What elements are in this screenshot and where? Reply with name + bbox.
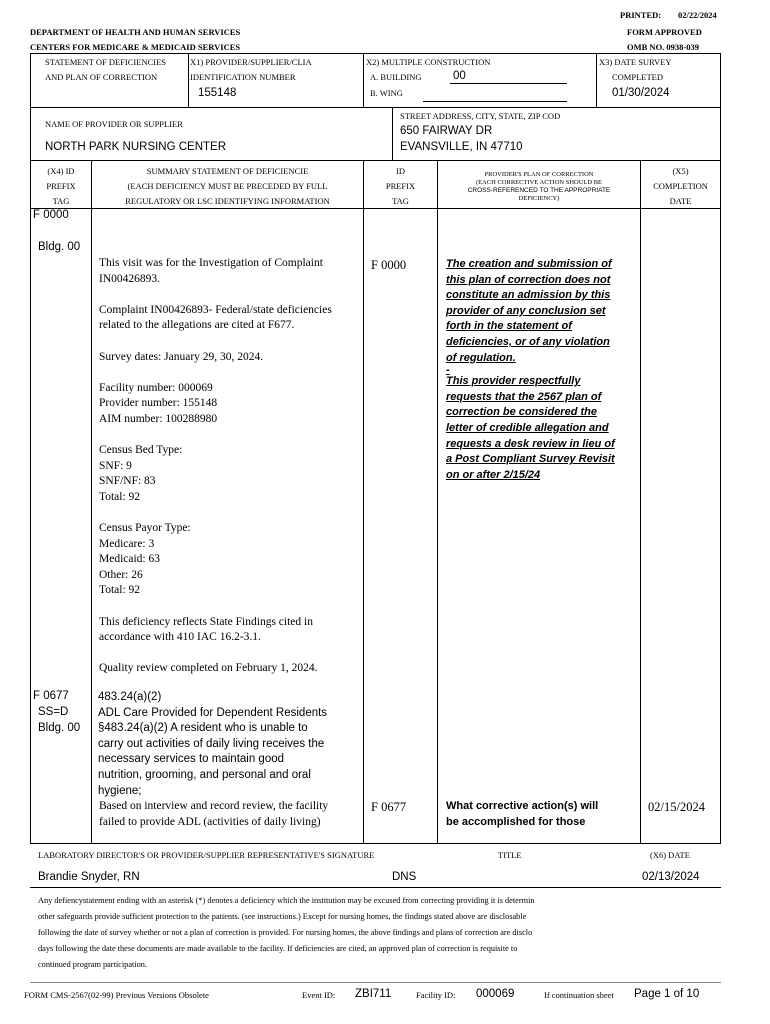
census-payor-total: Total: 92 xyxy=(99,584,141,597)
census-snf: SNF: 9 xyxy=(99,459,132,472)
summary-header-line3: REGULATORY OR LSC IDENTIFYING INFORMATION xyxy=(125,196,330,206)
complaint-line2: related to the allegations are cited at F677. xyxy=(99,319,295,332)
poc-header-line3: CROSS-REFERENCED TO THE APPROPRIATE xyxy=(467,187,611,194)
building-tag-1: Bldg. 00 xyxy=(38,241,81,253)
id-tag-f0677: F 0677 xyxy=(371,800,407,814)
disclaimer-line4: days following the date these documents are made available to the facility. If deficiencies are cited, an approved plan of correction is requisite to xyxy=(38,944,518,953)
poc-header-line2: (EACH CORRECTIVE ACTION SHOULD BE xyxy=(475,179,603,186)
poc-line12: requests a desk review in lieu of xyxy=(446,437,615,450)
poc-line6: deficiencies, or of any violation xyxy=(446,335,610,348)
reflects-line1: This deficiency reflects State Findings cited in xyxy=(99,615,313,628)
regulation-line7: hygiene; xyxy=(98,784,142,797)
quality-review: Quality review completed on February 1, 2024. xyxy=(99,662,318,675)
visit-line2: IN00426893. xyxy=(99,272,161,285)
census-medicaid: Medicaid: 63 xyxy=(99,553,160,566)
printed-date: 02/22/2024 xyxy=(678,10,717,20)
building-value: 00 xyxy=(453,70,466,82)
facility-number: Facility number: 000069 xyxy=(99,381,213,394)
omb-number: OMB NO. 0938-039 xyxy=(627,42,700,52)
poc-line9: requests that the 2567 plan of xyxy=(446,390,602,403)
poc-line13: a Post Compliant Survey Revisit xyxy=(446,453,615,466)
facility-id-value: 000069 xyxy=(476,988,515,1000)
wing-label: B. WING xyxy=(370,88,403,98)
prefix-tag-f0000: F 0000 xyxy=(33,209,69,221)
form-number: FORM CMS-2567(02-99) Previous Versions Obsolete xyxy=(24,990,209,1000)
id-tag-f0000: F 0000 xyxy=(371,258,407,272)
regulation-line4: carry out activities of daily living receives the xyxy=(98,737,325,750)
disclaimer-line5: continued program participation. xyxy=(38,960,147,969)
date-survey-value: 01/30/2024 xyxy=(612,87,670,99)
census-bed-type: Census Bed Type: xyxy=(99,444,183,457)
poc-line2: this plan of correction does not xyxy=(446,273,611,286)
poc-line11: letter of credible allegation and xyxy=(446,421,609,434)
summary-header-line1: SUMMARY STATEMENT OF DEFICIENCIE xyxy=(146,166,309,176)
department-title: DEPARTMENT OF HEALTH AND HUMAN SERVICES xyxy=(30,27,241,37)
provider-name-label: NAME OF PROVIDER OR SUPPLIER xyxy=(45,119,183,129)
cms-title: CENTERS FOR MEDICARE & MEDICAID SERVICES xyxy=(30,42,241,52)
summary-statement-f0000 xyxy=(99,256,332,677)
signer-title: DNS xyxy=(392,871,417,883)
findings-line1: Based on interview and record review, the facility xyxy=(99,800,329,812)
regulation-line1: 483.24(a)(2) xyxy=(98,691,162,703)
street-address-value: 650 FAIRWAY DR xyxy=(400,125,493,137)
poc-line5: forth in the statement of xyxy=(446,320,572,333)
multiple-construction-label: X2) MULTIPLE CONSTRUCTION xyxy=(366,57,491,67)
census-snfnf: SNF/NF: 83 xyxy=(99,475,156,488)
x6-date-label: (X6) DATE xyxy=(650,850,690,860)
census-payor-type: Census Payor Type: xyxy=(99,522,191,535)
census-medicare: Medicare: 3 xyxy=(99,537,155,550)
city-state-zip-value: EVANSVILLE, IN 47710 xyxy=(400,141,523,153)
poc-line7: of regulation. xyxy=(446,351,516,364)
provider-id-value: 155148 xyxy=(198,87,237,99)
disclaimer xyxy=(38,893,535,973)
id-header-line3: TAG xyxy=(392,196,409,206)
disclaimer-line2: other safeguards provide sufficient protection to the patients. (see instructions.) Except for nursing homes, the findings stated above are disclosable xyxy=(38,912,527,921)
prefix-tag-f0677: F 0677 xyxy=(33,690,69,702)
plan-of-correction-statement xyxy=(446,257,615,483)
x5-header-line1: (X5) xyxy=(672,166,689,176)
signature-label: LABORATORY DIRECTOR'S OR PROVIDER/SUPPLIER REPRESENTATIVE'S SIGNATURE xyxy=(38,850,375,860)
id-header-line1: ID xyxy=(396,166,405,176)
findings-line2: failed to provide ADL (activities of daily living) xyxy=(99,815,321,828)
poc-dash: - xyxy=(446,364,450,377)
event-id-value: ZBI711 xyxy=(355,988,392,1000)
statement-label-line1: STATEMENT OF DEFICIENCIES xyxy=(45,57,167,67)
event-id-label: Event ID: xyxy=(302,990,336,1000)
street-address-label: STREET ADDRESS, CITY, STATE, ZIP COD xyxy=(400,111,561,121)
census-other: Other: 26 xyxy=(99,568,143,581)
reflects-line2: accordance with 410 IAC 16.2-3.1. xyxy=(99,631,261,644)
regulation-line2: ADL Care Provided for Dependent Residents xyxy=(98,706,328,719)
census-bed-total: Total: 92 xyxy=(99,490,141,503)
poc-header-line1: PROVIDER'S PLAN OF CORRECTION xyxy=(484,171,594,178)
findings-f0677 xyxy=(99,799,328,830)
date-survey-label-line1: X3) DATE SURVEY xyxy=(599,57,672,67)
disclaimer-line3: following the date of survey whether or not a plan of correction is provided. For nursing homes, the above findings and plans of correction are disclo xyxy=(38,928,533,937)
x4-header-line1: (X4) ID xyxy=(47,166,75,176)
poc-line8: This provider respectfully xyxy=(446,375,581,388)
building-tag-2: Bldg. 00 xyxy=(38,722,81,734)
regulation-f0677 xyxy=(98,690,327,799)
corrective-action-line1: What corrective action(s) will xyxy=(446,800,599,812)
facility-id-label: Facility ID: xyxy=(416,990,456,1000)
completion-date: 02/15/2024 xyxy=(648,800,705,814)
summary-header-line2: (EACH DEFICIENCY MUST BE PRECEDED BY FULL xyxy=(127,181,328,191)
provider-name-value: NORTH PARK NURSING CENTER xyxy=(45,141,227,153)
form-approved-label: FORM APPROVED xyxy=(627,27,702,37)
provider-id-label-line1: X1) PROVIDER/SUPPLIER/CLIA xyxy=(190,57,312,67)
x4-header-line3: TAG xyxy=(52,196,70,206)
poc-header-line4: DEFICIENCY) xyxy=(518,195,560,202)
poc-line4: provider of any conclusion set xyxy=(446,304,606,317)
poc-line10: correction be considered the xyxy=(446,406,597,419)
page-number: Page 1 of 10 xyxy=(634,988,700,1000)
poc-line3: constitute an admission by this xyxy=(446,289,611,302)
regulation-line3: §483.24(a)(2) A resident who is unable to xyxy=(98,722,308,735)
regulation-line6: nutrition, grooming, and personal and oral xyxy=(98,768,311,781)
aim-number: AIM number: 100288980 xyxy=(99,412,218,425)
continuation-label: If continuation sheet xyxy=(544,990,614,1000)
printed-label: PRINTED: xyxy=(620,10,662,20)
poc-line14: on or after 2/15/24 xyxy=(446,468,541,481)
date-survey-label-line2: COMPLETED xyxy=(612,72,663,82)
x5-header-line2: COMPLETION xyxy=(653,181,708,191)
signature-date: 02/13/2024 xyxy=(642,871,700,883)
complaint-line1: Complaint IN00426893- Federal/state deficiencies xyxy=(99,303,332,316)
statement-label-line2: AND PLAN OF CORRECTION xyxy=(45,72,158,82)
id-header-line2: PREFIX xyxy=(385,181,416,191)
provider-number: Provider number: 155148 xyxy=(99,397,218,410)
building-label: A. BUILDING xyxy=(370,72,422,82)
title-label: TITLE xyxy=(498,850,522,860)
scope-severity: SS=D xyxy=(38,706,69,718)
visit-line1: This visit was for the Investigation of Complaint xyxy=(99,257,323,269)
x4-header-line2: PREFIX xyxy=(46,181,76,191)
survey-dates: Survey dates: January 29, 30, 2024. xyxy=(99,350,264,363)
x5-header-line3: DATE xyxy=(669,196,692,206)
signer-name: Brandie Snyder, RN xyxy=(38,871,140,883)
provider-id-label-line2: IDENTIFICATION NUMBER xyxy=(190,72,296,82)
disclaimer-line1: Any defiencystatement ending with an asterisk (*) denotes a deficiency which the institution may be excused from correcting providing it is determin xyxy=(38,896,535,905)
poc-line1: The creation and submission of xyxy=(446,258,612,270)
regulation-line5: necessary services to maintain good xyxy=(98,753,285,766)
corrective-action-line2: be accomplished for those xyxy=(446,816,586,828)
